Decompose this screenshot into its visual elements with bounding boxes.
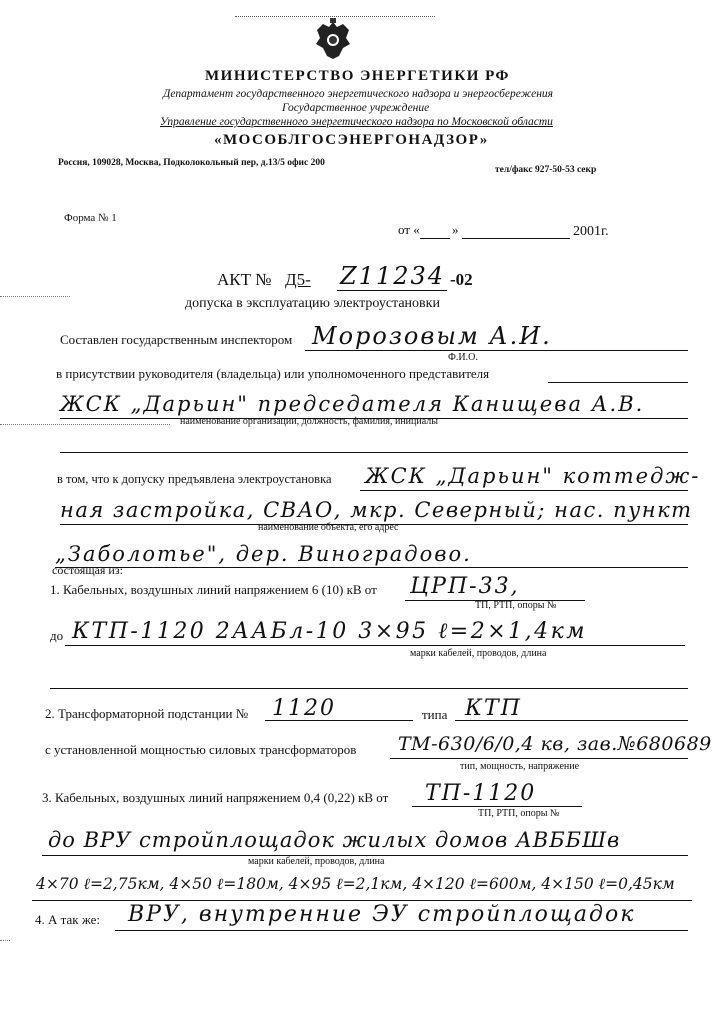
item1-from-value: ЦРП-33, [410, 574, 520, 599]
item2-number-value: 1120 [272, 696, 336, 721]
item1-to-value: КТП-1120 2ААБл-10 3×95 ℓ=2×1,4км [72, 619, 588, 644]
item3-from-value: ТП-1120 [425, 781, 537, 806]
item3-to-caption: марки кабелей, проводов, длина [248, 856, 385, 867]
presence-line [548, 382, 688, 383]
date-prefix: от « [398, 222, 420, 237]
item4-line [115, 930, 688, 931]
installation-value-2: ная застройка, СВАО, мкр. Северный; нас. пункт [60, 498, 693, 522]
item2-type-line [455, 720, 688, 721]
presence-label: в присутствии руководителя (владельца) или уполномоченного представителя [56, 366, 490, 381]
address-line: Россия, 109028, Москва, Подколокольный пер, д.13/5 офис 200 [58, 158, 325, 168]
item3-to-value: до ВРУ стройплощадок жилых домов АВББШв [48, 828, 621, 852]
telfax-line: тел/факс 927-50-53 секр [495, 165, 597, 175]
act-number-typed: Д5- [285, 270, 311, 289]
directorate-line: Управление государственного энергетического надзора по Московской области [160, 116, 553, 128]
act-subtitle: допуска в эксплуатацию электроустановки [185, 296, 440, 311]
item2-number-line [265, 720, 413, 721]
item3-details-value: 4×70 ℓ=2,75км, 4×50 ℓ=180м, 4×95 ℓ=2,1км, 4×120 ℓ=600м, 4×150 ℓ=0,45км [36, 875, 675, 893]
item1-label: 1. Кабельных, воздушных линий напряжением 6 (10) кВ от [50, 582, 377, 597]
item3-from-line [412, 806, 582, 807]
scan-noise-left-2 [0, 424, 170, 425]
item4-label: 4. А так же: [35, 912, 101, 927]
installation-label: в том, что к допуску предъявлена электроустановка [57, 472, 332, 486]
item1-to-caption: марки кабелей, проводов, длина [410, 648, 547, 659]
inspector-label: Составлен государственным инспектором [60, 332, 293, 347]
item2-power-line [390, 758, 688, 759]
item2-power-label: с установленной мощностью силовых трансформаторов [45, 742, 357, 757]
act-title-prefix: АКТ № [217, 270, 272, 289]
blank-line-2 [50, 688, 688, 689]
scan-noise-left-1 [0, 296, 70, 297]
inspector-value: Морозовым А.И. [312, 322, 552, 350]
fio-caption: Ф.И.О. [448, 352, 478, 363]
date-mid: » [452, 222, 459, 237]
item1-to-line [65, 645, 685, 646]
installation-value-3: „Заболотье", дер. Виноградово. [55, 542, 472, 566]
department-line: Департамент государственного энергетического надзора и энергосбережения [163, 88, 554, 100]
item2-power-value: ТМ-630/6/0,4 кв, зав.№680689 [398, 733, 712, 755]
representative-value: ЖСК „Дарьин" председателя Канищева А.В. [60, 392, 645, 416]
item4-value: ВРУ, внутренние ЭУ стройплощадок [128, 902, 636, 927]
date-day-line [420, 238, 450, 239]
top-stamp [235, 6, 435, 17]
item1-to-label: до [50, 628, 64, 643]
item2-power-caption: тип, мощность, напряжение [460, 761, 580, 772]
item3-details-line [32, 900, 692, 901]
representative-caption: наименование организации, должность, фамилия, инициалы [180, 416, 438, 427]
blank-line-1 [60, 452, 688, 453]
inspector-line [305, 350, 688, 351]
date-year: 2001г. [573, 224, 609, 239]
item2-type-label: типа [422, 707, 448, 722]
form-number: Форма № 1 [64, 212, 117, 224]
act-number-suffix: -02 [450, 270, 473, 289]
installation-line-1 [360, 490, 688, 491]
item2-label: 2. Трансформаторной подстанции № [45, 706, 249, 721]
scan-noise-left-3 [0, 940, 10, 941]
item2-type-value: КТП [465, 696, 522, 721]
organization-name: «МОСОБЛГОСЭНЕРГОНАДЗОР» [214, 132, 489, 148]
item1-from-caption: ТП, РТП, опоры № [475, 600, 557, 611]
institution-line: Государственное учреждение [282, 102, 430, 114]
installation-line-3 [55, 567, 688, 568]
installation-caption: наименование объекта, его адрес [258, 522, 399, 533]
act-number-underline [337, 290, 447, 291]
act-number-handwritten: Z11234 [340, 262, 446, 290]
date-month-line [462, 238, 570, 239]
item3-label: 3. Кабельных, воздушных линий напряжением 0,4 (0,22) кВ от [42, 790, 389, 805]
installation-value-1: ЖСК „Дарьин" коттедж- [365, 464, 701, 488]
ministry-title: МИНИСТЕРСТВО ЭНЕРГЕТИКИ РФ [205, 68, 510, 84]
consisting-label: состоящая из: [52, 563, 123, 577]
coat-of-arms-emblem [313, 18, 353, 67]
item3-from-caption: ТП, РТП, опоры № [478, 808, 560, 819]
